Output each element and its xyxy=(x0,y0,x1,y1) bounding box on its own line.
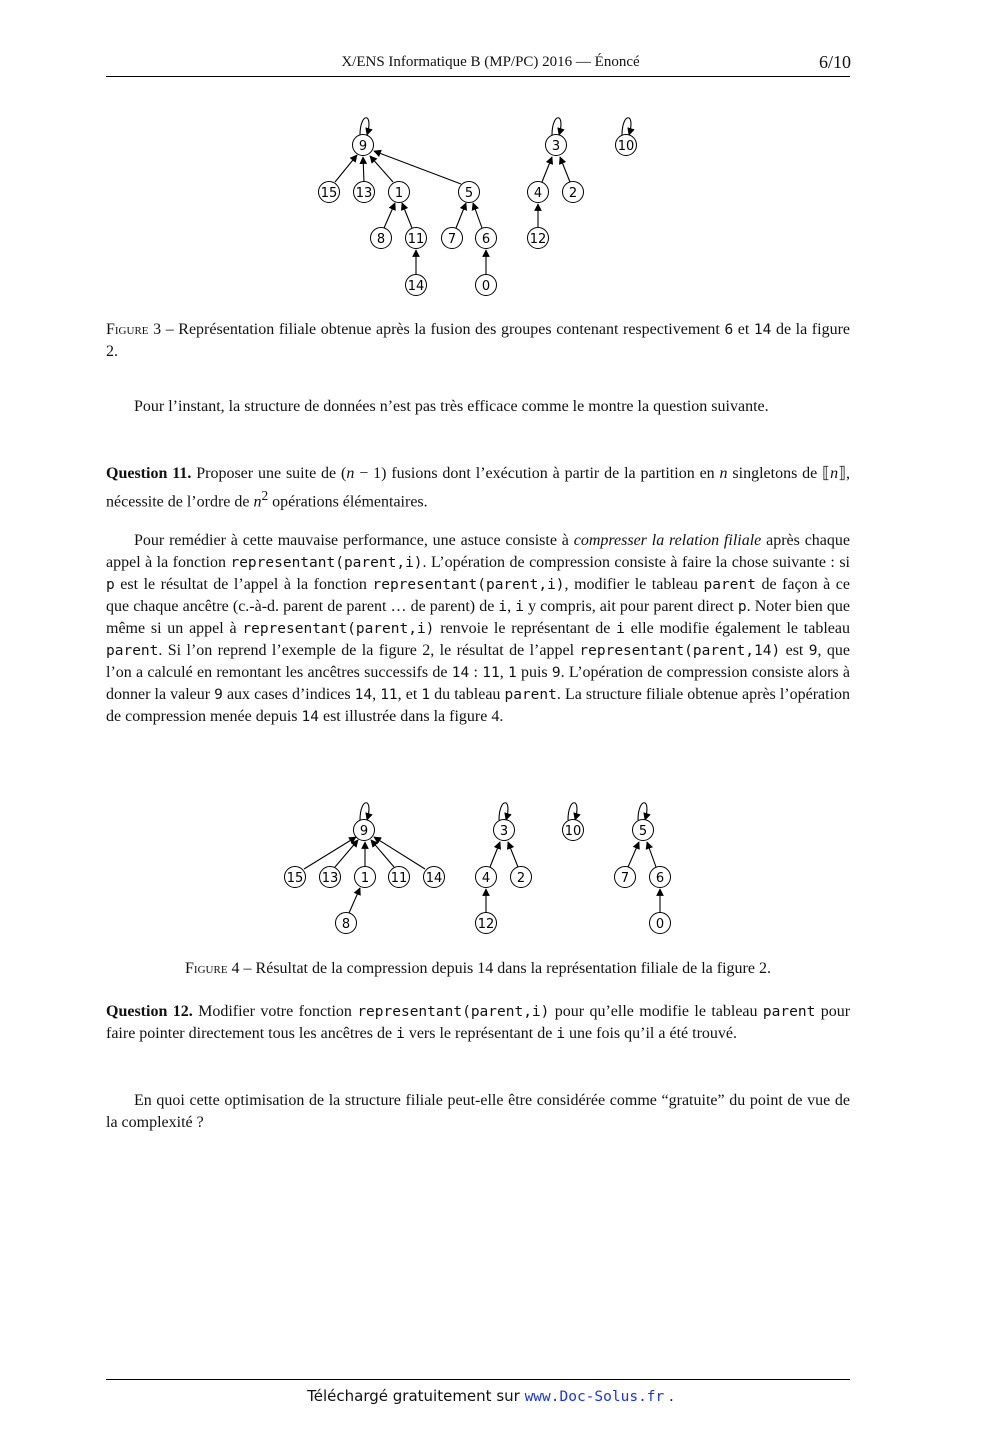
node-label: 6 xyxy=(655,871,665,886)
node-label: 13 xyxy=(321,871,339,886)
question-label: Question 11. xyxy=(106,465,192,482)
node-label: 11 xyxy=(407,232,425,247)
node-label: 12 xyxy=(529,232,547,247)
node-label: 7 xyxy=(447,232,457,247)
edge-15-9 xyxy=(304,837,356,869)
edge-5-9 xyxy=(374,151,461,184)
node-label: 14 xyxy=(407,279,425,294)
question-12: Question 12. Modifier votre fonction representant(parent,i) pour qu’elle modifie le tableau parent pour faire pointer directement tous les ancêtres de i vers le représentant de i une fois qu’il a été trouvé. xyxy=(106,1003,851,1042)
question-11: Question 11. Proposer une suite de (n − 1) fusions dont l’exécution à partir de la partition en n singletons de ⟦n⟧, nécessite de l’ordre de $n^2$ opérations élémentaires. xyxy=(106,465,851,511)
node-label: 13 xyxy=(355,186,373,201)
node-label: 5 xyxy=(464,186,474,201)
node-label: 7 xyxy=(620,871,630,886)
caption-label: Figure 4 xyxy=(185,960,240,977)
node-label: 15 xyxy=(320,186,338,201)
edge-2-3 xyxy=(560,157,570,182)
self-loop-3 xyxy=(499,803,508,820)
node-label: 4 xyxy=(533,186,543,201)
figure-4-forest xyxy=(270,790,690,940)
node-label: 15 xyxy=(286,871,304,886)
edge-4-3 xyxy=(490,842,500,867)
edge-11-9 xyxy=(371,840,394,867)
header-rule xyxy=(106,76,850,77)
node-label: 2 xyxy=(516,871,526,886)
edge-8-1 xyxy=(349,888,360,913)
edge-13-9 xyxy=(363,157,364,182)
self-loop-9 xyxy=(360,118,369,135)
edge-13-9 xyxy=(335,840,358,867)
self-loop-10 xyxy=(622,118,631,135)
node-label: 14 xyxy=(425,871,443,886)
node-label: 2 xyxy=(568,186,578,201)
edge-15-9 xyxy=(335,155,357,182)
node-label: 1 xyxy=(394,186,404,201)
node-label: 5 xyxy=(638,824,648,839)
edge-2-3 xyxy=(508,842,518,867)
node-label: 0 xyxy=(655,917,665,932)
self-loop-9 xyxy=(360,803,369,820)
node-label: 8 xyxy=(341,917,351,932)
figure-3-caption: Figure 3 – Représentation filiale obtenue après la fusion des groupes contenant respectivement 6 et 14 de la figure 2. xyxy=(106,321,851,360)
edge-1-9 xyxy=(370,156,393,182)
node-label: 9 xyxy=(358,139,368,154)
self-loop-5 xyxy=(638,803,647,820)
caption-label: Figure 3 xyxy=(106,321,162,338)
footer-rule xyxy=(106,1379,850,1380)
node-label: 10 xyxy=(564,824,582,839)
paragraph-intro: Pour l’instant, la structure de données n’est pas très efficace comme le montre la question suivante. xyxy=(134,398,769,415)
figure-4-caption: Figure 4 – Résultat de la compression depuis 14 dans la représentation filiale de la figure 2. xyxy=(185,960,771,977)
edge-4-3 xyxy=(542,157,552,182)
self-loop-10 xyxy=(568,803,577,820)
page-footer: Téléchargé gratuitement sur www.Doc-Solus.fr . xyxy=(307,1387,674,1405)
node-label: 12 xyxy=(477,917,495,932)
edge-6-5 xyxy=(473,203,482,228)
edge-11-1 xyxy=(402,203,412,228)
doc-solus-link[interactable]: www.Doc-Solus.fr xyxy=(524,1389,665,1405)
edge-7-5 xyxy=(456,203,466,228)
figure-3-forest xyxy=(300,105,660,300)
node-label: 3 xyxy=(551,139,561,154)
node-label: 4 xyxy=(481,871,491,886)
node-label: 8 xyxy=(376,232,386,247)
node-label: 3 xyxy=(499,824,509,839)
self-loop-3 xyxy=(552,118,561,135)
node-label: 10 xyxy=(617,139,635,154)
paragraph-compression: Pour remédier à cette mauvaise performance, une astuce consiste à compresser la relation filiale après chaque appel à la fonction representant(parent,i). L’opération de compression consiste à faire la chose suivante : si p est le résultat de l’appel à la fonction representant(parent,i), modifier le tableau parent de façon à ce que chaque ancêtre (c.-à-d. parent de parent … de parent) de i, i y compris, ait pour parent direct p. Noter bien que même si un appel à representant(parent,i) renvoie le représentant de i elle modifie également le tableau parent. Si l’on reprend l’exemple de la figure 2, le résultat de l’appel representant(parent,14) est 9, que l’on a calculé en remontant les ancêtres successifs de 14 : 11, 1 puis 9. L’opération de compression consiste alors à donner la valeur 9 aux cases d’indices 14, 11, et 1 du tableau parent. La structure filiale obtenue après l’opération de compression menée depuis 14 est illustrée dans la figure 4. xyxy=(106,532,851,725)
node-label: 1 xyxy=(360,871,370,886)
page-number: 6/10 xyxy=(818,52,851,72)
node-label: 11 xyxy=(390,871,408,886)
paragraph-optimisation: En quoi cette optimisation de la structure filiale peut-elle être considérée comme “gratuite” du point de vue de la complexité ? xyxy=(106,1092,850,1131)
node-label: 9 xyxy=(359,824,369,839)
question-label: Question 12. xyxy=(106,1003,193,1020)
edge-6-5 xyxy=(647,842,656,867)
page-header-title: X/ENS Informatique B (MP/PC) 2016 — Énoncé xyxy=(341,54,640,70)
edge-8-1 xyxy=(384,203,395,228)
node-label: 6 xyxy=(481,232,491,247)
node-label: 0 xyxy=(481,279,491,294)
edge-7-5 xyxy=(628,842,639,867)
